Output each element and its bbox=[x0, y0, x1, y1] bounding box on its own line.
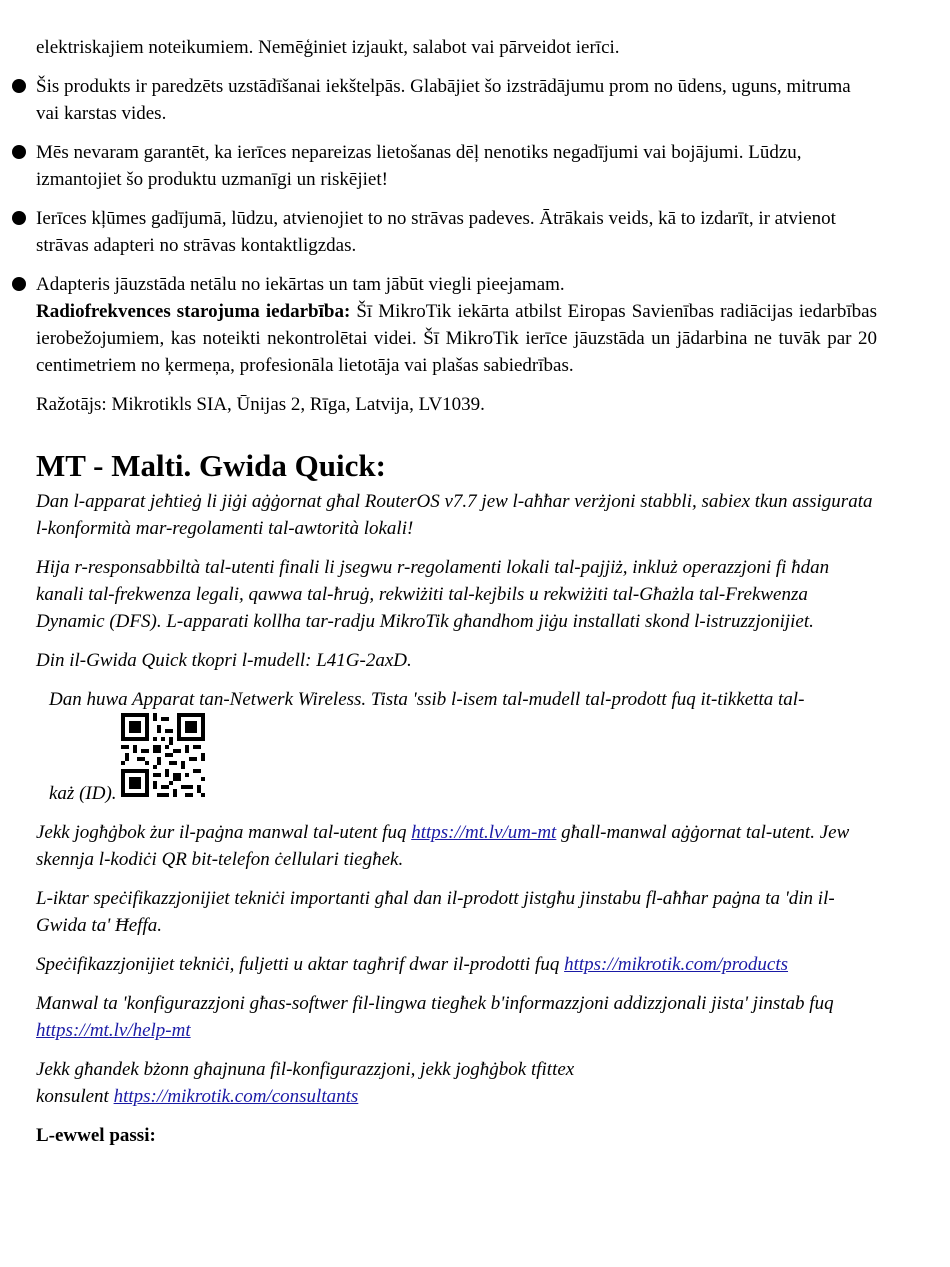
user-manual-link[interactable]: https://mt.lv/um-mt bbox=[411, 822, 557, 843]
rf-exposure-paragraph bbox=[36, 298, 877, 379]
bullet-item bbox=[36, 205, 877, 259]
manufacturer-line: Ražotājs: Mikrotikls SIA, Ūnijas 2, Rīga, Latvija, LV1039. bbox=[36, 394, 485, 415]
products-link[interactable]: https://mikrotik.com/products bbox=[564, 954, 789, 975]
bullet-item bbox=[36, 271, 877, 298]
help-link[interactable]: https://mt.lv/help-mt bbox=[36, 1020, 191, 1041]
lv-intro-line: elektriskajiem noteikumiem. Nemēģiniet izjaukt, salabot vai pārveidot ierīci. bbox=[36, 37, 620, 58]
consultants-text-2: konsulent bbox=[36, 1086, 114, 1107]
specs-text: Speċifikazzjonijiet tekniċi, fuljetti u aktar tagħrif dwar il-prodotti fuq bbox=[36, 954, 565, 975]
bullet-text: Šis produkts ir paredzēts uzstādīšanai iekštelpās. Glabājiet šo izstrādājumu prom no ūdens, uguns, mitruma vai karstas vides. bbox=[36, 76, 851, 124]
bullet-text: Ierīces kļūmes gadījumā, lūdzu, atvienojiet to no strāvas padeves. Ātrākais veids, kā to izdarīt, ir atvienot strāvas adapteri no strāvas kontaktligzdas. bbox=[36, 208, 836, 256]
bullet-icon bbox=[12, 79, 26, 93]
section-heading: MT - Malti. Gwida Quick: bbox=[36, 448, 386, 483]
model-line: Din il-Gwida Quick tkopri l-mudell: L41G-2axD. bbox=[36, 650, 412, 671]
document-page bbox=[36, 34, 877, 1149]
bullet-text: Adapteris jāuzstāda netālu no iekārtas un tam jābūt viegli pieejamam. bbox=[36, 274, 565, 295]
consultants-text-1: Jekk għandek bżonn għajnuna fil-konfigurazzjoni, jekk jogħġbok tfittex bbox=[36, 1059, 575, 1080]
routeros-notice: Dan l-apparat jeħtieġ li jiġi aġġornat għal RouterOS v7.7 jew l-aħħar verżjoni stabbli, sabiex tkun assigurata l-konformità mar-regolamenti tal-awtorità lokali! bbox=[36, 491, 873, 539]
qr-code-icon bbox=[121, 713, 205, 805]
device-line-2-row bbox=[49, 713, 877, 807]
bullet-icon bbox=[12, 145, 26, 159]
device-line-2: każ (ID). bbox=[49, 783, 117, 804]
bullet-text: Mēs nevaram garantēt, ka ierīces nepareizas lietošanas dēļ nenotiks negadījumi vai bojājumi. Lūdzu, izmantojiet šo produktu uzmanīgi un riskējiet! bbox=[36, 142, 802, 190]
bullet-icon bbox=[12, 211, 26, 225]
consultants-link[interactable]: https://mikrotik.com/consultants bbox=[113, 1086, 359, 1107]
responsibility-notice: Hija r-responsabbiltà tal-utenti finali li jsegwu r-regolamenti lokali tal-pajjiż, inkluż operazzjoni fi ħdan kanali tal-frekwenza legali, qawwa tal-ħruġ, rekwiżiti tal-kejbils u rekwiżiti tal-Għażla tal-Frekwenza Dynamic (DFS). L-apparati kollha tar-radju MikroTik għandhom jiġu installati skond l-istruzzjonijiet. bbox=[36, 557, 830, 632]
user-manual-text-post: għall-manwal aġġornat tal-utent. Jew skennja l-kodiċi QR bit-telefon ċellulari tiegħek. bbox=[36, 822, 850, 870]
first-steps-heading: L-ewwel passi: bbox=[36, 1125, 156, 1146]
config-manual-text: Manwal ta 'konfigurazzjoni għas-softwer fil-lingwa tiegħek b'informazzjoni addizzjonali jista' jinstab fuq bbox=[36, 993, 834, 1014]
rf-exposure-text: Šī MikroTik iekārta atbilst Eiropas Savienības radiācijas iedarbības ierobežojumiem, kas noteikti nekontrolētai videi. Šī MikroTik ierīce jāuzstāda un jādarbina ne tuvāk par 20 centimetriem no ķermeņa, profesionāla lietotāja vai plašas sabiedrības. bbox=[36, 301, 877, 376]
device-line-1: Dan huwa Apparat tan-Netwerk Wireless. Tista 'ssib l-isem tal-mudell tal-prodott fuq it-tikketta tal- bbox=[49, 689, 805, 710]
specs-important-paragraph: L-iktar speċifikazzjonijiet tekniċi importanti għal dan il-prodott jistgħu jinstabu fl-aħħar paġna ta 'din il-Gwida ta' Ħeffa. bbox=[36, 888, 835, 936]
user-manual-text-pre: Jekk jogħġbok żur il-paġna manwal tal-utent fuq bbox=[36, 822, 412, 843]
specs-paragraph bbox=[36, 951, 877, 978]
bullet-icon bbox=[12, 277, 26, 291]
config-manual-paragraph bbox=[36, 990, 877, 1044]
rf-exposure-label: Radiofrekvences starojuma iedarbība: bbox=[36, 301, 351, 322]
consultants-paragraph bbox=[36, 1056, 877, 1110]
bullet-item bbox=[36, 73, 877, 127]
user-manual-paragraph bbox=[36, 819, 877, 873]
device-description bbox=[36, 686, 877, 807]
bullet-item bbox=[36, 139, 877, 193]
